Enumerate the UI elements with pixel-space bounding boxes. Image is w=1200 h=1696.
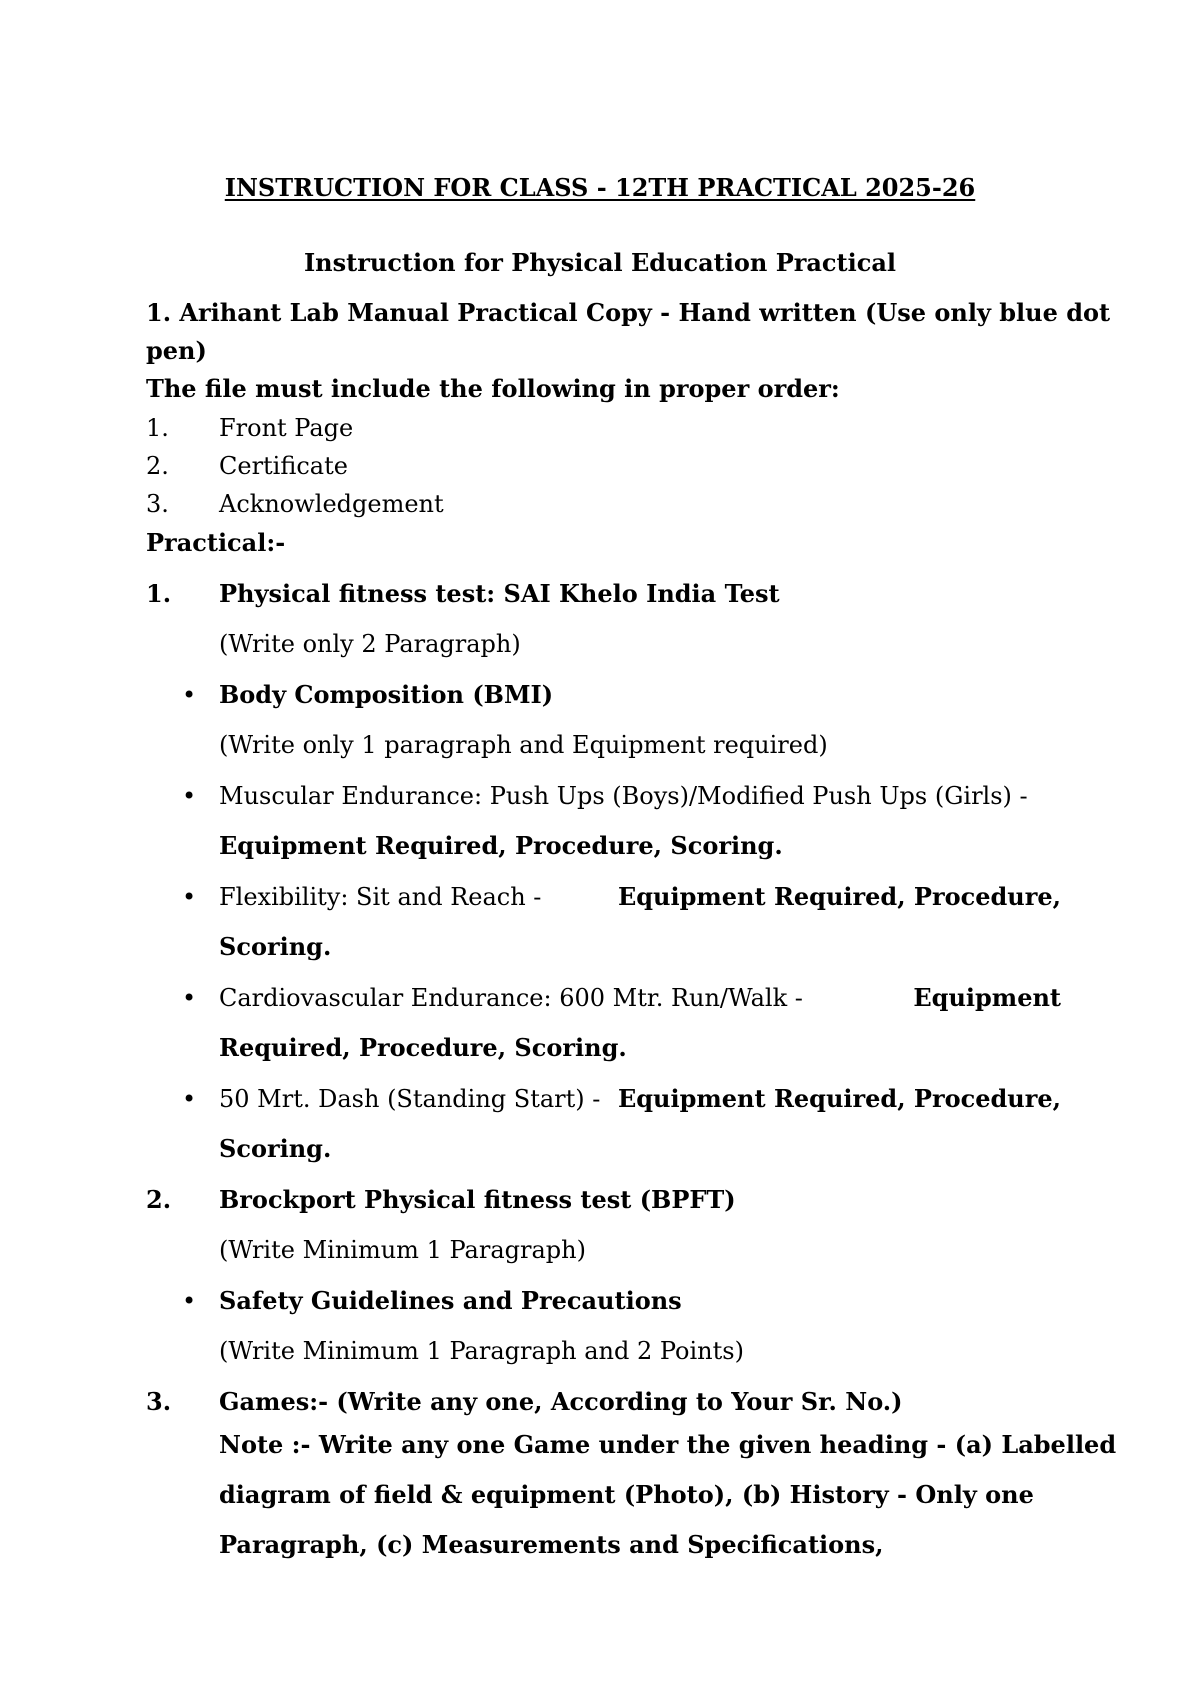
cardio-requirements-cont: Required, Procedure, Scoring.	[219, 1033, 627, 1062]
section3-note-line3: Paragraph, (c) Measurements and Specifications,	[219, 1530, 884, 1559]
bullet-icon: •	[182, 782, 197, 810]
bullet-icon: •	[182, 1287, 197, 1315]
bullet-icon: •	[182, 883, 197, 911]
file-order-number: 1.	[146, 414, 169, 442]
section3-number: 3.	[146, 1387, 172, 1416]
bmi-note: (Write only 1 paragraph and Equipment required)	[219, 731, 828, 759]
flexibility-requirements: Equipment Required, Procedure,	[617, 882, 1061, 911]
dash-text: 50 Mrt. Dash (Standing Start) -	[219, 1085, 601, 1113]
section1-heading: Physical fitness test: SAI Khelo India Test	[219, 579, 780, 608]
cardio-line	[219, 983, 1061, 1013]
flexibility-text: Flexibility: Sit and Reach -	[219, 883, 542, 911]
dash-requirements: Equipment Required, Procedure,	[617, 1084, 1061, 1113]
bullet-icon: •	[182, 1085, 197, 1113]
section3-note-line1: Note :- Write any one Game under the given heading - (a) Labelled	[219, 1430, 1117, 1459]
section2-number: 2.	[146, 1185, 172, 1214]
cardio-requirements: Equipment	[913, 983, 1061, 1012]
muscular-endurance-text: Muscular Endurance: Push Ups (Boys)/Modified Push Ups (Girls) -	[219, 782, 1028, 810]
file-order-number: 2.	[146, 452, 169, 480]
section1-note: (Write only 2 Paragraph)	[219, 630, 521, 658]
page-subtitle: Instruction for Physical Education Practical	[303, 248, 897, 277]
section1-number: 1.	[146, 579, 172, 608]
flexibility-requirements-cont: Scoring.	[219, 932, 332, 961]
file-order-item: Acknowledgement	[219, 490, 444, 518]
dash-line	[219, 1084, 1061, 1114]
bullet-icon: •	[182, 984, 197, 1012]
section3-note-line2: diagram of field & equipment (Photo), (b) History - Only one	[219, 1480, 1034, 1509]
safety-guidelines-note: (Write Minimum 1 Paragraph and 2 Points)	[219, 1337, 744, 1365]
safety-guidelines-label: Safety Guidelines and Precautions	[219, 1286, 682, 1315]
practical-heading: Practical:-	[146, 528, 286, 557]
bullet-icon: •	[182, 681, 197, 709]
cardio-text: Cardiovascular Endurance: 600 Mtr. Run/Walk -	[219, 984, 803, 1012]
section2-note: (Write Minimum 1 Paragraph)	[219, 1236, 586, 1264]
file-order-number: 3.	[146, 490, 169, 518]
file-order-item: Front Page	[219, 414, 354, 442]
section2-heading: Brockport Physical fitness test (BPFT)	[219, 1185, 736, 1214]
dash-requirements-cont: Scoring.	[219, 1134, 332, 1163]
bmi-label: Body Composition (BMI)	[219, 680, 554, 709]
section3-heading: Games:- (Write any one, According to Your Sr. No.)	[219, 1387, 903, 1416]
item1-line2: pen)	[146, 336, 207, 365]
page-title: INSTRUCTION FOR CLASS - 12TH PRACTICAL 2025-26	[224, 173, 976, 202]
muscular-endurance-requirements: Equipment Required, Procedure, Scoring.	[219, 831, 783, 860]
item1-line1: 1. Arihant Lab Manual Practical Copy - Hand written (Use only blue dot	[146, 298, 1111, 327]
file-order-heading: The file must include the following in proper order:	[146, 374, 840, 403]
flexibility-line	[219, 882, 1061, 912]
file-order-item: Certificate	[219, 452, 348, 480]
